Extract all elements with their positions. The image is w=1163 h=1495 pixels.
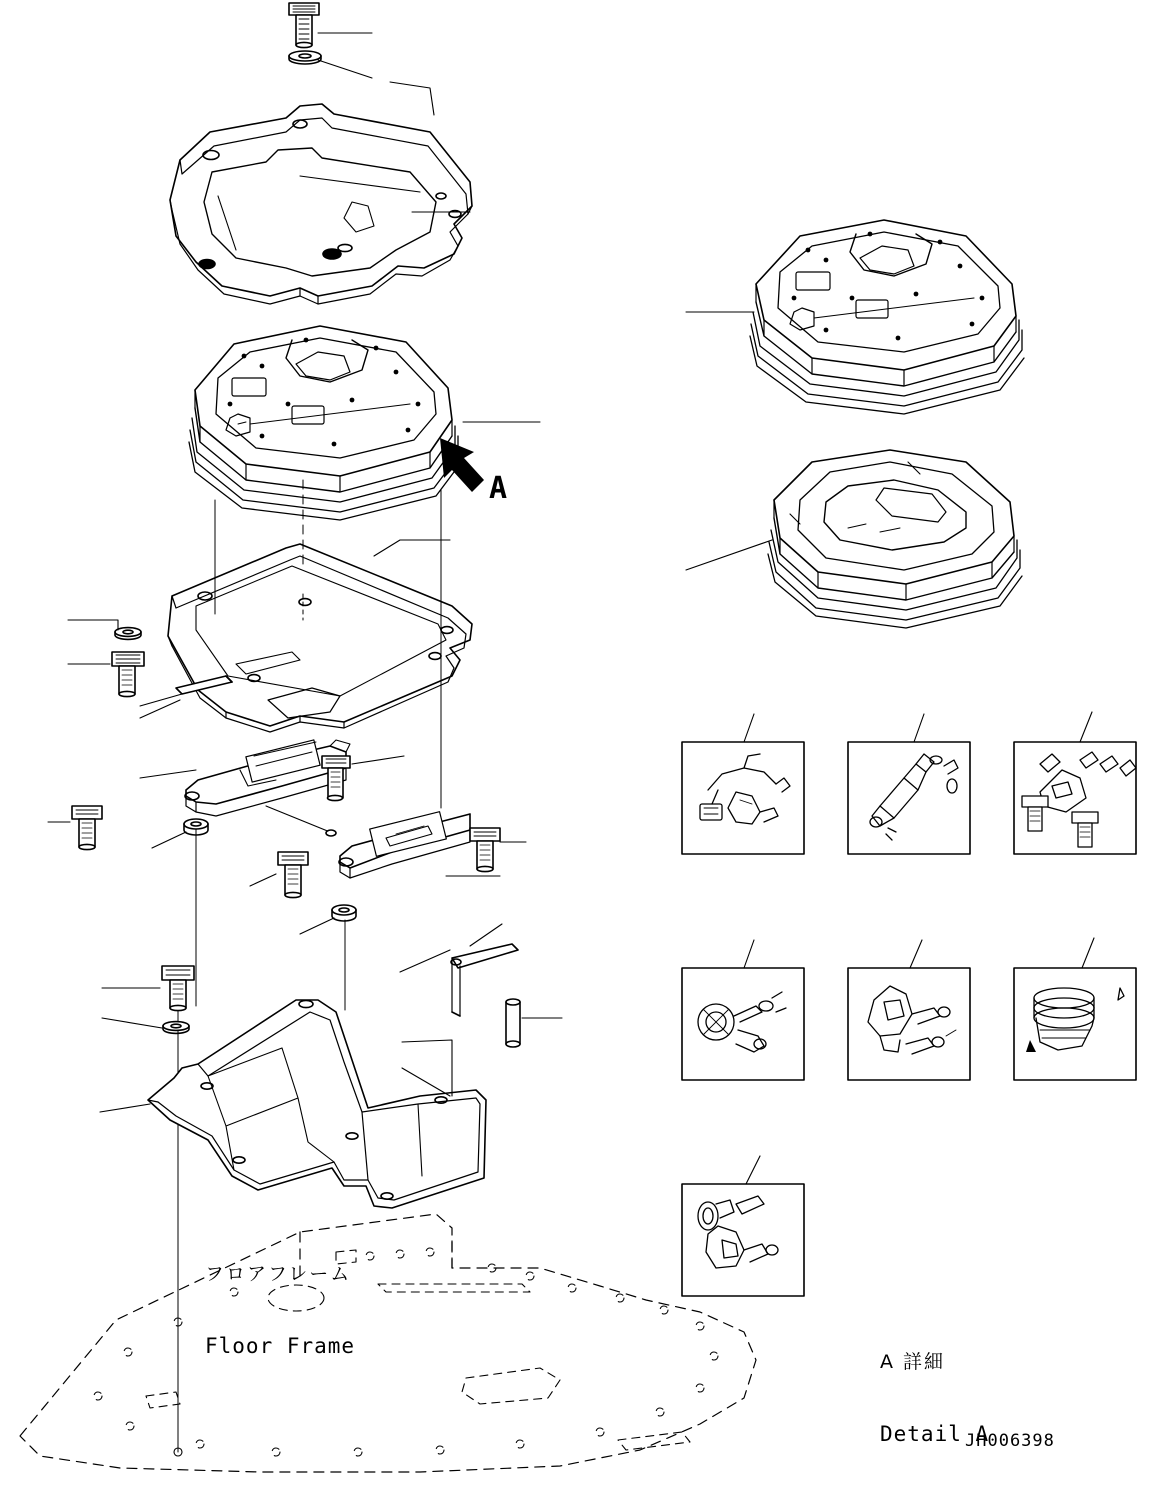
suspension-seat-base-part <box>189 326 460 520</box>
drawing-number: JH006398 <box>965 1431 1055 1451</box>
bolt-top-part <box>289 3 319 48</box>
part-box-knob <box>682 968 804 1080</box>
leader-bracket <box>390 82 434 115</box>
mount-plate-part <box>168 544 472 732</box>
slide-rail-right-part <box>339 812 470 878</box>
floor-plate-part <box>20 1214 756 1472</box>
washer-floor-part <box>163 1022 189 1034</box>
detail-a-arrow <box>440 438 484 492</box>
bolt-mid-lower-part <box>278 852 308 898</box>
part-box-bracket-clip <box>1014 742 1136 854</box>
bolt-floor-part <box>162 966 194 1011</box>
nut-lower-part <box>332 905 356 921</box>
detail-a-title-en: Detail A <box>880 1422 990 1447</box>
part-box-harness <box>682 742 804 854</box>
part-box-switch <box>682 1184 804 1296</box>
floor-frame-label-en: Floor Frame <box>205 1334 356 1359</box>
detail-a-title-jp: A 詳細 <box>880 1351 946 1374</box>
leader-washer-top <box>318 60 372 78</box>
floor-frame-cover-part <box>148 1000 486 1208</box>
washer-mid-part <box>115 628 141 640</box>
slide-rail-left-part <box>185 740 350 816</box>
seat-bracket-plate-part <box>170 104 472 304</box>
part-box-lever <box>848 968 970 1080</box>
detail-a-title <box>880 1304 989 1495</box>
bolt-left-lower-part <box>72 806 102 850</box>
washer-top-part <box>289 51 321 64</box>
floor-frame-label <box>205 1216 355 1407</box>
pin-short-part <box>506 999 520 1047</box>
detail-a-callout: A <box>489 471 508 506</box>
part-box-bellows <box>1014 968 1136 1080</box>
bolt-right-lower-part <box>470 828 500 872</box>
seat-cushion-frame-part <box>768 450 1022 628</box>
floor-frame-label-jp: フロアフレーム <box>205 1263 352 1286</box>
seat-base-detail-part <box>750 220 1024 414</box>
part-box-damper <box>848 742 970 854</box>
bolt-mid-part <box>112 652 144 697</box>
